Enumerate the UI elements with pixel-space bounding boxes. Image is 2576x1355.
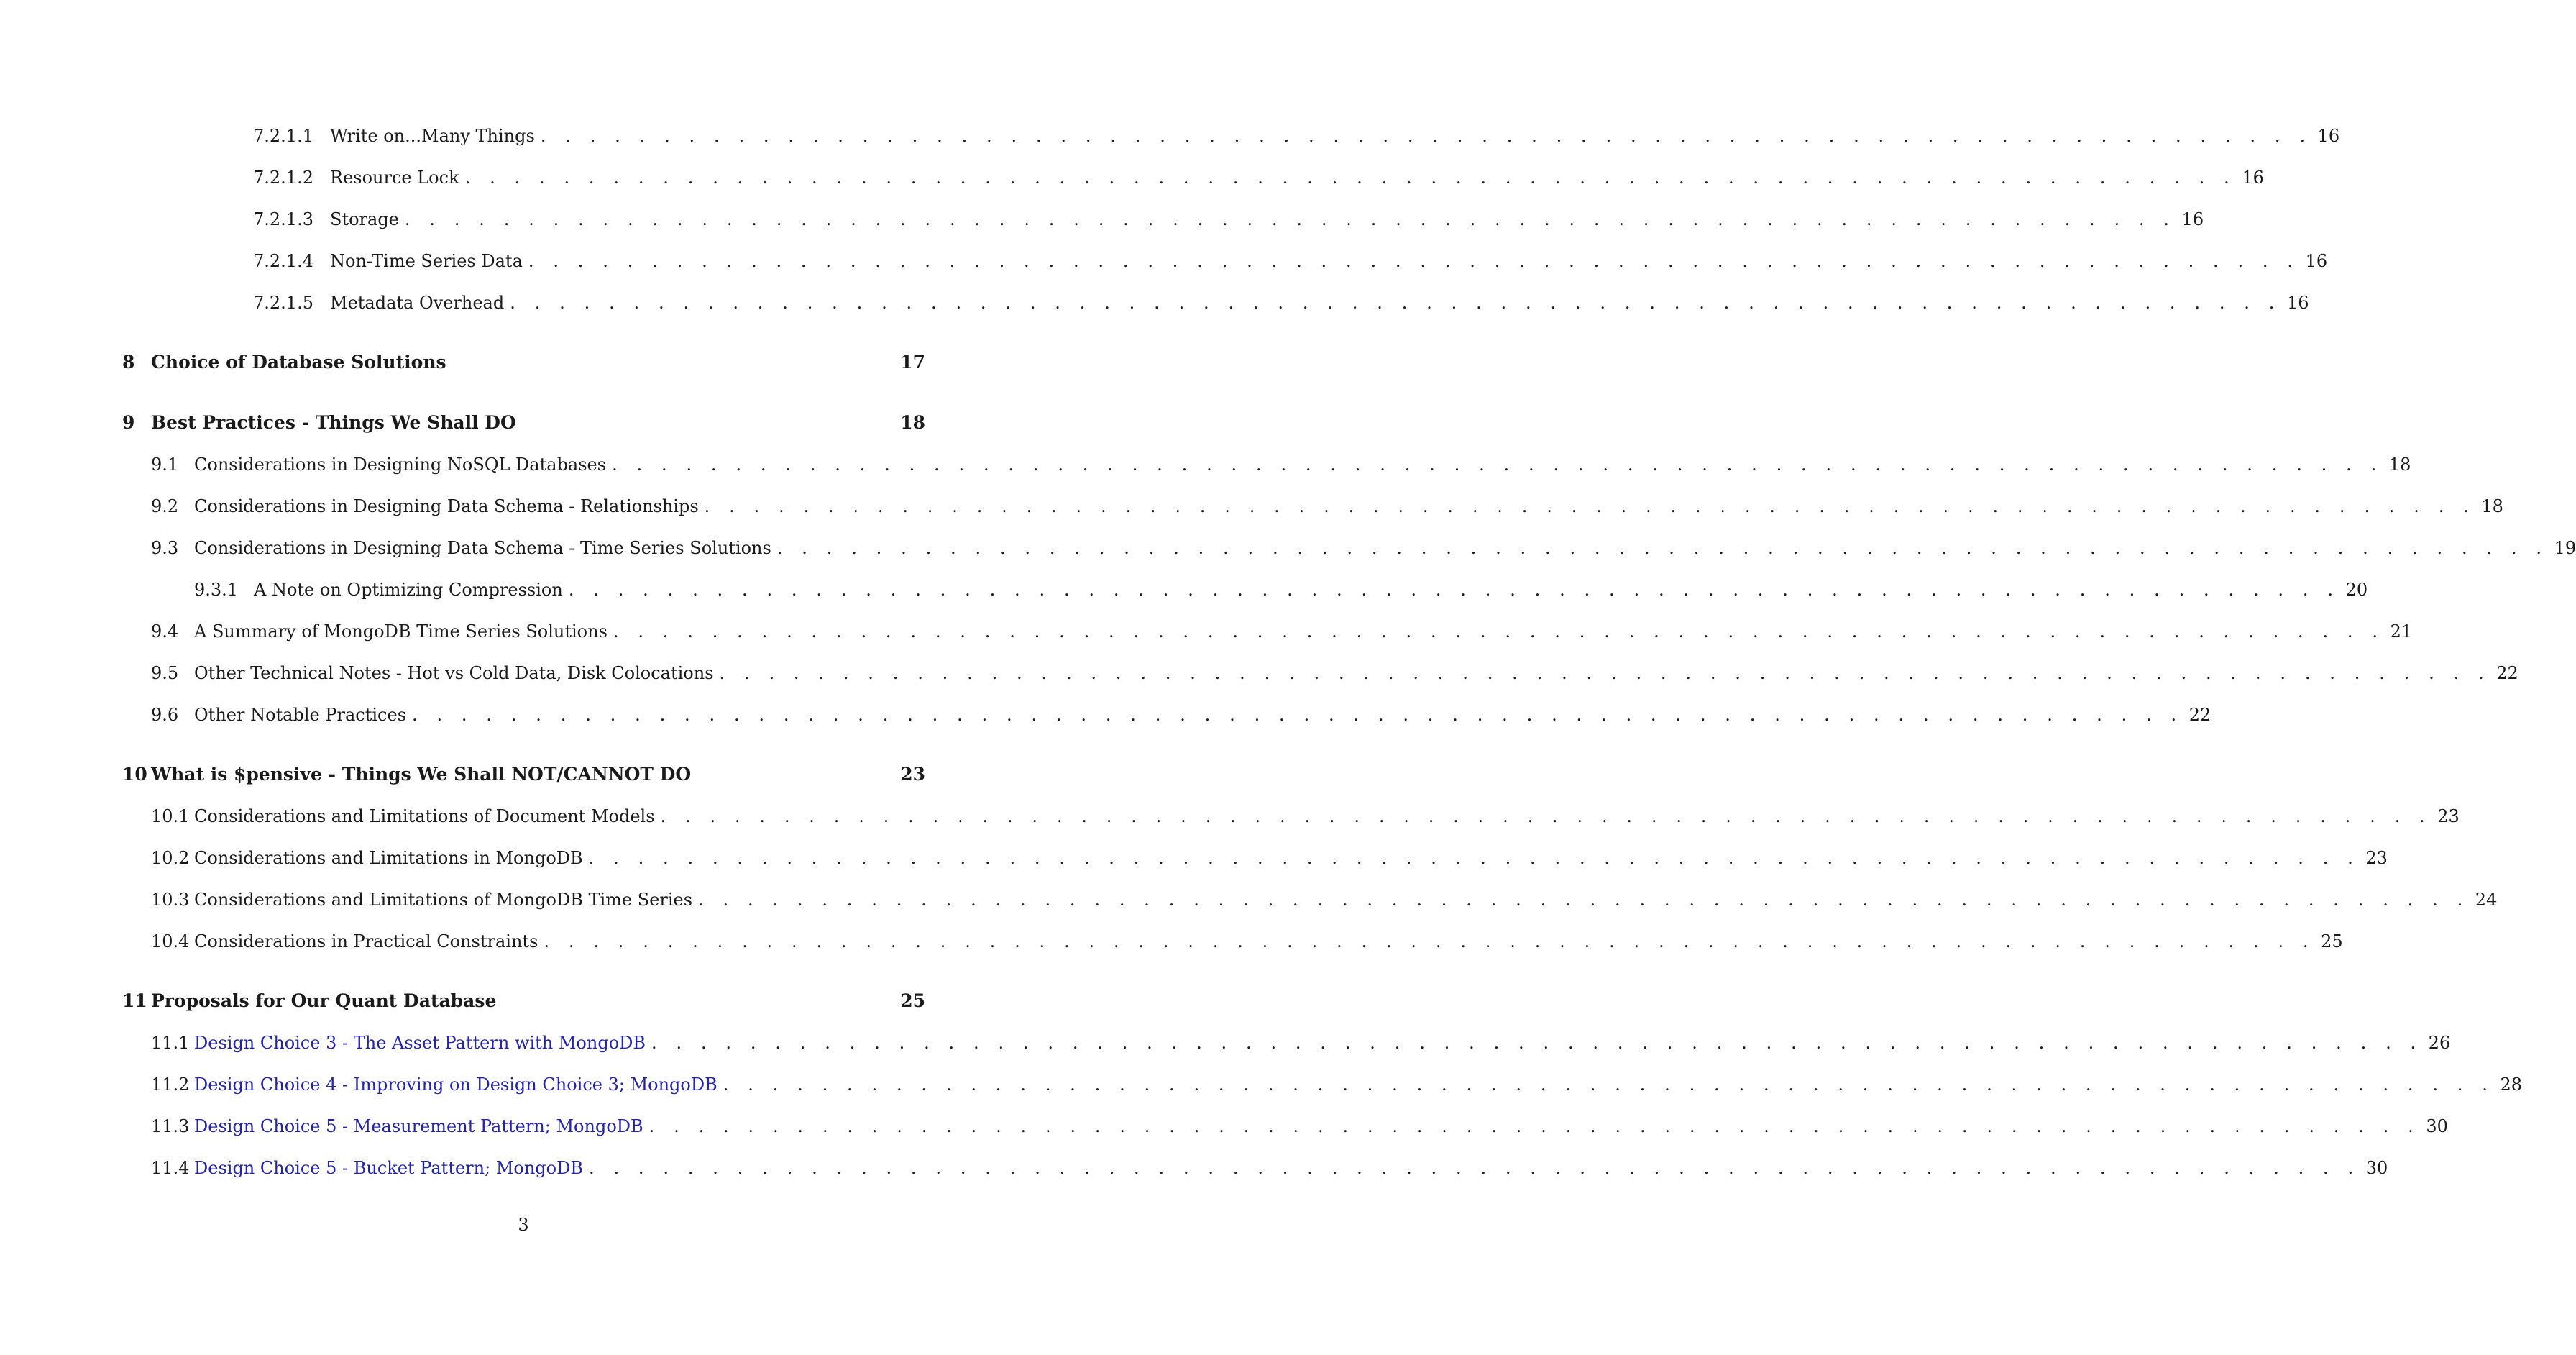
toc-entry-title: Resource Lock [330, 168, 459, 188]
toc-entry-page: 16 [2181, 209, 2204, 229]
toc-entry-9-3-1[interactable] [194, 579, 2368, 601]
toc-entry-page: 16 [2305, 251, 2328, 271]
toc-entry-number: 7.2.1.2 [253, 168, 313, 188]
toc-section-11[interactable] [122, 990, 925, 1012]
page-number: 3 [518, 1215, 529, 1235]
toc-entry-11-1[interactable] [151, 1032, 2451, 1054]
toc-entry-title: Considerations in Practical Constraints [194, 931, 538, 952]
toc-entry-11-4[interactable] [151, 1157, 2388, 1179]
dot-leader: . . . . . . . . . . . . . . . . . . . . . . . . . . . . . . . . . . . . . . . . . . . . . . . . . . . . . . . . . . . . . . . . . . . . . . . . [704, 496, 2476, 516]
toc-entry-title: Metadata Overhead [330, 293, 505, 313]
toc-entry-number: 10.4 [151, 931, 190, 952]
toc-entry-title: Write on...Many Things [330, 126, 535, 146]
toc-entry-9-4[interactable] [151, 621, 2413, 642]
toc-entry-page: 26 [2428, 1033, 2451, 1053]
toc-entry-title: Considerations and Limitations of Document Models [194, 806, 655, 826]
dot-leader: . . . . . . . . . . . . . . . . . . . . . . . . . . . . . . . . . . . . . . . . . . . . . . . . . . . . . . . . . . . . . . . . . . . . . . . . [464, 168, 2237, 188]
toc-entry-7-2-1-5[interactable] [253, 292, 2309, 314]
toc-entry-link[interactable]: Design Choice 5 - Bucket Pattern; MongoDB [194, 1158, 583, 1178]
toc-entry-number: 9.5 [151, 663, 179, 683]
toc-entry-title: Considerations in Designing NoSQL Databases [194, 455, 607, 475]
toc-entry-page: 20 [2345, 580, 2368, 600]
toc-entry-number: 9.2 [151, 496, 179, 516]
toc-entry-title: Storage [330, 209, 399, 229]
dot-leader: . . . . . . . . . . . . . . . . . . . . . . . . . . . . . . . . . . . . . . . . . . . . . . . . . . . . . . . . . . . . . . . . . . . . . . . . [568, 580, 2340, 600]
toc-entry-title: A Summary of MongoDB Time Series Solutions [194, 621, 608, 642]
toc-entry-9-2[interactable] [151, 496, 2503, 517]
dot-leader: . . . . . . . . . . . . . . . . . . . . . . . . . . . . . . . . . . . . . . . . . . . . . . . . . . . . . . . . . . . . . . . . . . . . . . . . [776, 538, 2549, 558]
toc-entry-9-5[interactable] [151, 662, 2518, 684]
toc-entry-10-3[interactable] [151, 889, 2498, 911]
toc-entry-page: 16 [2286, 293, 2309, 313]
dot-leader: . . . . . . . . . . . . . . . . . . . . . . . . . . . . . . . . . . . . . . . . . . . . . . . . . . . . . . . . . . . . . . . . . . . . . . . . [698, 890, 2470, 910]
dot-leader: . . . . . . . . . . . . . . . . . . . . . . . . . . . . . . . . . . . . . . . . . . . . . . . . . . . . . . . . . . . . . . . . . . . . . . . . [612, 455, 2383, 475]
dot-leader: . . . . . . . . . . . . . . . . . . . . . . . . . . . . . . . . . . . . . . . . . . . . . . . . . . . . . . . . . . . . . . . . . . . . . . . . [613, 621, 2385, 642]
toc-entry-page: 28 [2500, 1075, 2523, 1095]
toc-entry-9-1[interactable] [151, 454, 2411, 475]
toc-section-title: Proposals for Our Quant Database [151, 990, 497, 1011]
toc-entry-number: 10.1 [151, 806, 190, 826]
toc-section-number: 8 [122, 352, 135, 373]
toc-section-page: 25 [900, 990, 925, 1011]
toc-section-8[interactable] [122, 352, 925, 373]
toc-entry-link[interactable]: Design Choice 4 - Improving on Design Choice 3; MongoDB [194, 1075, 718, 1095]
toc-entry-11-2[interactable] [151, 1074, 2523, 1095]
toc-section-number: 11 [122, 990, 147, 1011]
toc-entry-number: 9.1 [151, 455, 179, 475]
toc-entry-title: Considerations in Designing Data Schema - Relationships [194, 496, 699, 516]
toc-section-number: 9 [122, 412, 135, 433]
toc-entry-number: 9.6 [151, 705, 179, 725]
toc-entry-7-2-1-4[interactable] [253, 250, 2328, 272]
toc-section-title: What is $pensive - Things We Shall NOT/CANNOT DO [151, 764, 692, 785]
dot-leader: . . . . . . . . . . . . . . . . . . . . . . . . . . . . . . . . . . . . . . . . . . . . . . . . . . . . . . . . . . . . . . . . . . . . . . . . [660, 806, 2432, 826]
toc-section-number: 10 [122, 764, 147, 785]
toc-entry-title: Considerations in Designing Data Schema - Time Series Solutions [194, 538, 771, 558]
toc-entry-11-3[interactable] [151, 1116, 2448, 1137]
toc-entry-link[interactable]: Design Choice 5 - Measurement Pattern; MongoDB [194, 1116, 643, 1136]
toc-entry-9-3[interactable] [151, 537, 2576, 559]
toc-entry-page: 25 [2321, 931, 2343, 952]
toc-entry-title: Other Notable Practices [194, 705, 407, 725]
toc-entry-number: 11.1 [151, 1033, 190, 1053]
toc-entry-title: Considerations and Limitations in MongoDB [194, 848, 583, 868]
toc-section-title: Choice of Database Solutions [151, 352, 446, 373]
dot-leader: . . . . . . . . . . . . . . . . . . . . . . . . . . . . . . . . . . . . . . . . . . . . . . . . . . . . . . . . . . . . . . . . . . . . . . . . [588, 1158, 2360, 1178]
toc-entry-number: 10.3 [151, 890, 190, 910]
dot-leader: . . . . . . . . . . . . . . . . . . . . . . . . . . . . . . . . . . . . . . . . . . . . . . . . . . . . . . . . . . . . . . . . . . . . . . . . [648, 1116, 2421, 1136]
toc-entry-number: 9.3 [151, 538, 179, 558]
toc-entry-number: 11.2 [151, 1075, 190, 1095]
dot-leader: . . . . . . . . . . . . . . . . . . . . . . . . . . . . . . . . . . . . . . . . . . . . . . . . . . . . . . . . . . . . . . . . . . . . . . . . [588, 848, 2360, 868]
dot-leader: . . . . . . . . . . . . . . . . . . . . . . . . . . . . . . . . . . . . . . . . . . . . . . . . . . . . . . . . . . . . . . . . . . . . . . . . [528, 251, 2300, 271]
toc-entry-page: 18 [2481, 496, 2503, 516]
toc-entry-number: 7.2.1.5 [253, 293, 313, 313]
toc-entry-10-2[interactable] [151, 847, 2388, 869]
toc-entry-page: 21 [2390, 621, 2413, 642]
toc-entry-number: 7.2.1.3 [253, 209, 313, 229]
toc-section-9[interactable] [122, 412, 925, 434]
toc-entry-number: 11.3 [151, 1116, 190, 1136]
dot-leader: . . . . . . . . . . . . . . . . . . . . . . . . . . . . . . . . . . . . . . . . . . . . . . . . . . . . . . . . . . . . . . . . . . . . . . . . [540, 126, 2312, 146]
toc-entry-page: 19 [2554, 538, 2576, 558]
toc-entry-page: 23 [2365, 848, 2388, 868]
toc-entry-number: 9.3.1 [194, 580, 239, 600]
dot-leader: . . . . . . . . . . . . . . . . . . . . . . . . . . . . . . . . . . . . . . . . . . . . . . . . . . . . . . . . . . . . . . . . . . . . . . . . [651, 1033, 2423, 1053]
dot-leader: . . . . . . . . . . . . . . . . . . . . . . . . . . . . . . . . . . . . . . . . . . . . . . . . . . . . . . . . . . . . . . . . . . . . . . . . [404, 209, 2176, 229]
toc-entry-number: 7.2.1.4 [253, 251, 313, 271]
toc-entry-page: 18 [2388, 455, 2411, 475]
toc-entry-7-2-1-1[interactable] [253, 125, 2340, 147]
dot-leader: . . . . . . . . . . . . . . . . . . . . . . . . . . . . . . . . . . . . . . . . . . . . . . . . . . . . . . . . . . . . . . . . . . . . . . . . [510, 293, 2281, 313]
toc-entry-title: Other Technical Notes - Hot vs Cold Data, Disk Colocations [194, 663, 714, 683]
toc-entry-number: 9.4 [151, 621, 179, 642]
toc-entry-page: 16 [2317, 126, 2340, 146]
toc-entry-9-6[interactable] [151, 704, 2211, 726]
toc-entry-page: 23 [2437, 806, 2460, 826]
toc-entry-number: 10.2 [151, 848, 190, 868]
toc-entry-page: 16 [2242, 168, 2264, 188]
dot-leader: . . . . . . . . . . . . . . . . . . . . . . . . . . . . . . . . . . . . . . . . . . . . . . . . . . . . . . . . . . . . . . . . . . . . . . . . [412, 705, 2183, 725]
toc-entry-page: 30 [2426, 1116, 2448, 1136]
toc-entry-link[interactable]: Design Choice 3 - The Asset Pattern with MongoDB [194, 1033, 646, 1053]
toc-entry-page: 30 [2365, 1158, 2388, 1178]
toc-entry-7-2-1-2[interactable] [253, 167, 2264, 188]
toc-section-page: 17 [900, 352, 925, 373]
dot-leader: . . . . . . . . . . . . . . . . . . . . . . . . . . . . . . . . . . . . . . . . . . . . . . . . . . . . . . . . . . . . . . . . . . . . . . . . [544, 931, 2316, 952]
dot-leader: . . . . . . . . . . . . . . . . . . . . . . . . . . . . . . . . . . . . . . . . . . . . . . . . . . . . . . . . . . . . . . . . . . . . . . . . [719, 663, 2491, 683]
toc-entry-number: 11.4 [151, 1158, 190, 1178]
toc-entry-title: Considerations and Limitations of MongoDB Time Series [194, 890, 693, 910]
toc-entry-page: 24 [2475, 890, 2498, 910]
toc-entry-number: 7.2.1.1 [253, 126, 313, 146]
toc-entry-10-4[interactable] [151, 931, 2343, 952]
toc-entry-page: 22 [2496, 663, 2518, 683]
toc-entry-title: A Note on Optimizing Compression [254, 580, 563, 600]
toc-section-page: 18 [900, 412, 925, 433]
toc-section-title: Best Practices - Things We Shall DO [151, 412, 516, 433]
toc-section-page: 23 [900, 764, 925, 785]
dot-leader: . . . . . . . . . . . . . . . . . . . . . . . . . . . . . . . . . . . . . . . . . . . . . . . . . . . . . . . . . . . . . . . . . . . . . . . . [723, 1075, 2495, 1095]
toc-entry-10-1[interactable] [151, 806, 2460, 827]
toc-entry-page: 22 [2188, 705, 2211, 725]
toc-entry-title: Non-Time Series Data [330, 251, 523, 271]
toc-entry-7-2-1-3[interactable] [253, 209, 2204, 230]
toc-section-10[interactable] [122, 764, 925, 785]
